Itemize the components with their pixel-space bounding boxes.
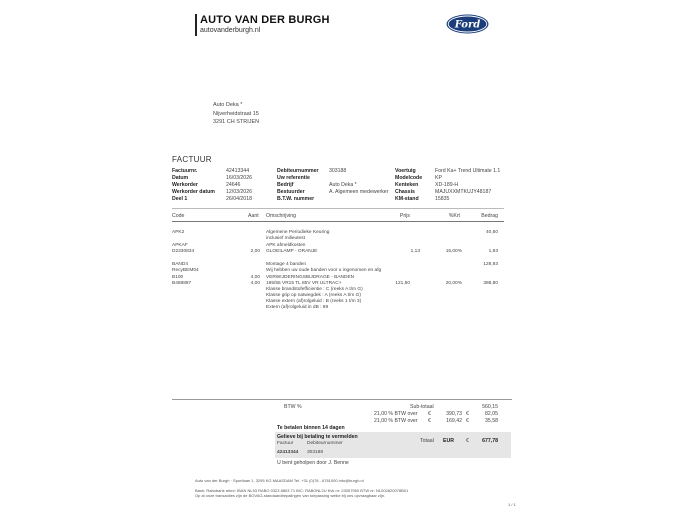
subtotaal-value: 560,15 bbox=[482, 404, 498, 410]
row-bedrag: 128,93 bbox=[483, 262, 498, 267]
row-code: D2330834 bbox=[172, 249, 195, 254]
row-desc: Klasse extern (af)rolgeluid : B (reeks 1 t/m 3) bbox=[266, 299, 362, 304]
btw-line2-value: 35,58 bbox=[485, 418, 498, 424]
row-desc: Klasse brandstofefficientie : C (reeks A t/m G) bbox=[266, 287, 363, 292]
meta-value: 42413344 bbox=[226, 168, 250, 174]
meta2-value: Auto Deka * bbox=[329, 182, 357, 188]
btw-line2-base: 169,42 bbox=[446, 418, 462, 424]
page-title: FACTUUR bbox=[172, 155, 212, 164]
divider bbox=[172, 208, 504, 209]
meta3-label: Kenteken bbox=[395, 182, 419, 188]
meta2-label: Uw referentie bbox=[277, 175, 310, 181]
meta3-value: Ford Ka+ Trend Ultimate 1.1 bbox=[435, 168, 501, 174]
meta-value: 24646 bbox=[226, 182, 241, 188]
row-krt: 20,00% bbox=[445, 281, 462, 286]
table-header-rule bbox=[172, 221, 504, 222]
meta2-value: A. Algemeen medewerker bbox=[329, 189, 389, 195]
row-aant: 4,00 bbox=[250, 275, 260, 280]
meta-label: Werkorder bbox=[172, 182, 198, 188]
meta-label: Deel 1 bbox=[172, 196, 188, 202]
col-bedrag: Bedrag bbox=[481, 213, 498, 219]
row-desc: 195/55 VR15 TL 85V VR ULTRAC+ bbox=[266, 281, 342, 286]
meta-label: Datum bbox=[172, 175, 189, 181]
row-code: APK2 bbox=[172, 230, 185, 235]
subtotaal-label: Sub-totaal bbox=[410, 404, 434, 410]
total-currency-symbol: € bbox=[466, 438, 469, 444]
ref-col1: Factuur bbox=[277, 441, 294, 446]
ref-heading: Gelieve bij betaling te vermelden bbox=[277, 434, 358, 440]
total-value: 677,78 bbox=[482, 438, 498, 444]
btw-line2-cur2: € bbox=[466, 418, 469, 424]
meta-value: 12/03/2026 bbox=[226, 189, 252, 195]
ref-col2: Debiteurnummer bbox=[307, 441, 343, 446]
row-prijs: 1,13 bbox=[410, 249, 420, 254]
col-omschrijving: Omschrijving bbox=[266, 213, 296, 219]
meta3-value: XD-189-H bbox=[435, 182, 459, 188]
total-label: Totaal bbox=[420, 438, 434, 444]
footer-address: Auto van der Burgh · Sportlaan 1, 3295 KG MAASDAM Tel. +31 (0)78 - 6761000 info@burgh.nl bbox=[195, 478, 364, 483]
btw-line1-cur2: € bbox=[466, 411, 469, 417]
btw-line1-value: 82,05 bbox=[485, 411, 498, 417]
row-desc: inclusief milieutest bbox=[266, 236, 305, 241]
row-desc: GLOEILAMP - ORANJE bbox=[266, 249, 318, 254]
brand-name: AUTO VAN DER BURGH bbox=[200, 14, 330, 26]
row-desc: Wij hebben uw oude banden voor u ingenomen en afg bbox=[266, 268, 382, 273]
btw-line1-cur: € bbox=[428, 411, 431, 417]
meta-value: 26/04/2018 bbox=[226, 196, 252, 202]
row-desc: Algemene Periodieke Keuring bbox=[266, 230, 330, 235]
row-bedrag: 388,80 bbox=[483, 281, 498, 286]
row-code: BAND4 bbox=[172, 262, 188, 267]
ref-val2: 303188 bbox=[307, 450, 324, 455]
row-aant: 4,00 bbox=[250, 281, 260, 286]
row-bedrag: 40,50 bbox=[485, 230, 498, 235]
col-krt: %Krt bbox=[448, 213, 460, 219]
btw-label: BTW % bbox=[284, 404, 302, 410]
row-desc: APK afmeldkosten bbox=[266, 243, 306, 248]
recipient-line2: Nijverheidstraat 15 bbox=[213, 111, 259, 117]
row-code: B468887 bbox=[172, 281, 192, 286]
helped-by: U bent geholpen door J. Benne bbox=[277, 460, 349, 466]
meta3-value: KP bbox=[435, 175, 442, 181]
row-code: RecyBEM04 bbox=[172, 268, 199, 273]
ford-logo-icon bbox=[446, 14, 489, 34]
page-number: 1 / 1 bbox=[508, 502, 516, 507]
ref-val1: 42413344 bbox=[277, 450, 299, 455]
meta-label: Werkorder datum bbox=[172, 189, 215, 195]
row-desc: Klasse grip op natwegdek : A (reeks A t/m G) bbox=[266, 293, 361, 298]
meta3-label: KM-stand bbox=[395, 196, 419, 202]
meta3-label: Modelcode bbox=[395, 175, 423, 181]
col-aant: Aant bbox=[248, 213, 259, 219]
meta3-label: Chassis bbox=[395, 189, 415, 195]
row-desc: Montage 4 banden bbox=[266, 262, 307, 267]
brand-bar bbox=[195, 14, 197, 36]
meta-value: 16/03/2026 bbox=[226, 175, 252, 181]
meta2-value: 303188 bbox=[329, 168, 347, 174]
col-prijs: Prijs bbox=[399, 213, 410, 219]
row-krt: 15,00% bbox=[445, 249, 462, 254]
ford-logo-text: Ford bbox=[454, 19, 481, 31]
row-code: B100 bbox=[172, 275, 184, 280]
btw-line2-cur: € bbox=[428, 418, 431, 424]
btw-line1-label: 21,00 % BTW over bbox=[374, 411, 418, 417]
meta3-value: 15835 bbox=[435, 196, 450, 202]
row-desc: VERWIJDERINGSBIJDRAGE - BANDEN bbox=[266, 275, 355, 280]
meta2-label: B.T.W. nummer bbox=[277, 196, 315, 202]
meta2-label: Bestuurder bbox=[277, 189, 305, 195]
meta2-label: Bedrijf bbox=[277, 182, 294, 188]
recipient-line1: Auto Deka * bbox=[213, 102, 243, 108]
brand-website: autovanderburgh.nl bbox=[200, 27, 261, 34]
meta-label: Factuurnr. bbox=[172, 168, 198, 174]
col-code: Code bbox=[172, 213, 185, 219]
row-desc: Extern (af)rolgeluid in dB : 69 bbox=[266, 305, 329, 310]
total-currency: EUR bbox=[443, 438, 454, 444]
recipient-line3: 3291 CH STRIJEN bbox=[213, 119, 260, 125]
meta3-value: MAJUXXMTKUJY48187 bbox=[435, 189, 492, 195]
totals-rule bbox=[172, 399, 512, 400]
row-bedrag: 1,93 bbox=[488, 249, 498, 254]
footer-terms: Op al onze transacties zijn de BOVAG-standaardbepalingen van toepassing welke bij ons opvraagbaar zijn. bbox=[195, 493, 386, 498]
row-aant: 2,00 bbox=[250, 249, 260, 254]
btw-line2-label: 21,00 % BTW over bbox=[374, 418, 418, 424]
meta2-label: Debiteurnummer bbox=[277, 168, 319, 174]
row-prijs: 121,50 bbox=[395, 281, 410, 286]
footer-bank: Bank: Rabobank reknr: IBAN NL53 RABO 0323 8803 71 BIC: RABONL2U Kvk nr: 23057950 BTW nr: NL002820078B01 bbox=[195, 488, 409, 493]
payment-due: Te betalen binnen 14 dagen bbox=[277, 425, 345, 431]
btw-line1-base: 390,73 bbox=[446, 411, 462, 417]
meta3-label: Voertuig bbox=[395, 168, 416, 174]
row-code: APKAF bbox=[172, 243, 188, 248]
